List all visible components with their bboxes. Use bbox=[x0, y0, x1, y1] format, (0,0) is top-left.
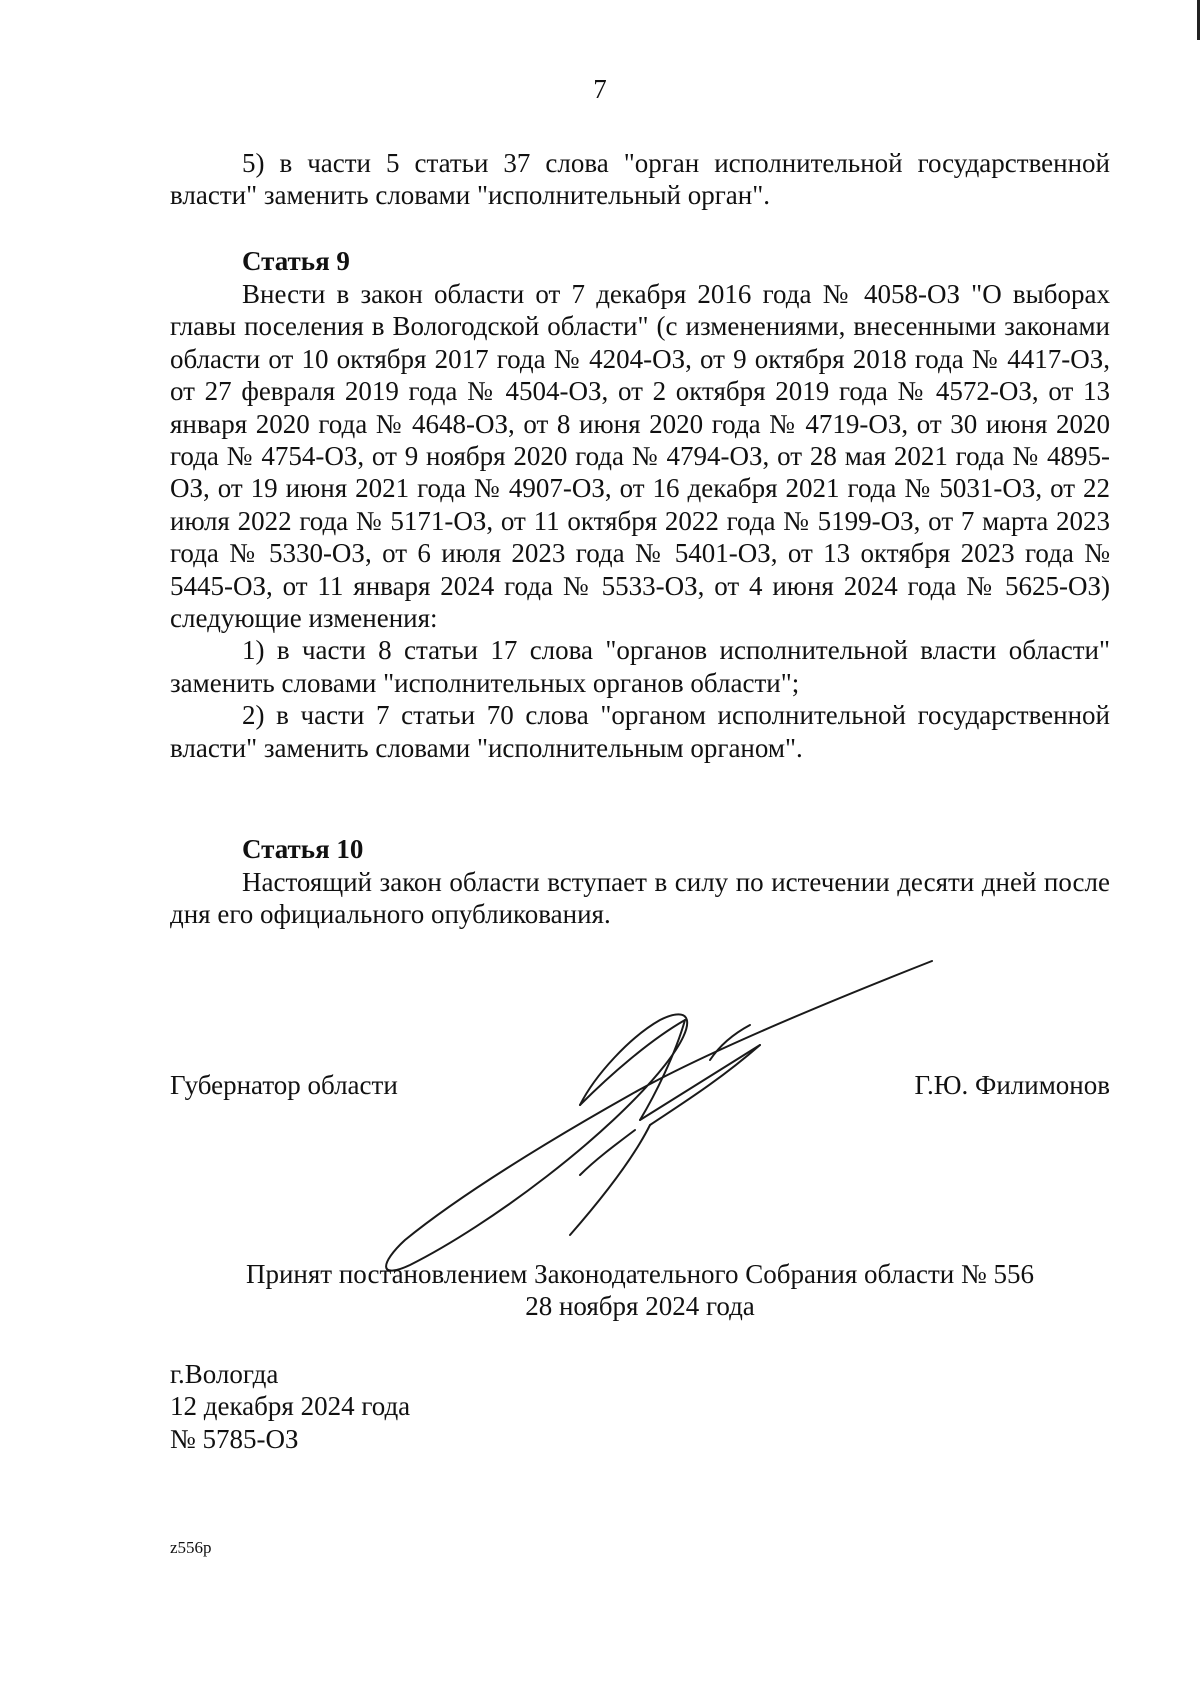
signatory-position: Губернатор области bbox=[170, 1070, 398, 1100]
document-code: z556р bbox=[170, 1538, 212, 1557]
article9-item-1: 1) в части 8 статьи 17 слова "органов исполнительной власти области" заменить словами "исполнительных органов области"; bbox=[170, 635, 1110, 698]
article9-body: Внести в закон области от 7 декабря 2016 года № 4058-ОЗ "О выборах главы поселения в Вологодской области" (с изменениями, внесенными законами области от 10 октября 2017 года № 4204-ОЗ, от 9 октября 2018 года № 4417-ОЗ, от 27 февраля 2019 года № 4504-ОЗ, от 2 октября 2019 года № 4572-ОЗ, от 13 января 2020 года № 4648-ОЗ, от 8 июня 2020 года № 4719-ОЗ, от 30 июня 2020 года № 4754-ОЗ, от 9 ноября 2020 года № 4794-ОЗ, от 28 мая 2021 года № 4895-ОЗ, от 19 июня 2021 года № 4907-ОЗ, от 16 декабря 2021 года № 5031-ОЗ, от 22 июля 2022 года № 5171-ОЗ, от 11 октября 2022 года № 5199-ОЗ, от 7 марта 2023 года № 5330-ОЗ, от 6 июля 2023 года № 5401-ОЗ, от 13 октября 2023 года № 5445-ОЗ, от 11 января 2024 года № 5533-ОЗ, от 4 июня 2024 года № 5625-ОЗ) следующие изменения: bbox=[170, 279, 1110, 634]
place-date-number bbox=[170, 1358, 410, 1455]
intro-item: 5) в части 5 статьи 37 слова "орган исполнительной государственной власти" заменить словами "исполнительный орган". bbox=[170, 148, 1110, 211]
handwritten-signature bbox=[380, 945, 940, 1275]
intro-item-block bbox=[170, 147, 1110, 212]
page-number: 7 bbox=[593, 74, 607, 104]
city: г.Вологда bbox=[170, 1359, 279, 1389]
signatory-name: Г.Ю. Филимонов bbox=[914, 1070, 1110, 1100]
adoption-line-1: Принят постановлением Законодательного Собрания области № 556 bbox=[245, 1259, 1035, 1289]
article10-heading: Статья 10 bbox=[242, 834, 364, 864]
adoption-note bbox=[170, 1258, 1110, 1323]
article9-block bbox=[170, 278, 1110, 764]
signing-date: 12 декабря 2024 года bbox=[170, 1391, 411, 1422]
article10-body: Настоящий закон области вступает в силу по истечении десяти дней после дня его официального опубликования. bbox=[170, 867, 1110, 930]
article9-item-2: 2) в части 7 статьи 70 слова "органом исполнительной государственной власти" заменить словами "исполнительным органом". bbox=[170, 700, 1110, 763]
article9-heading: Статья 9 bbox=[242, 246, 350, 276]
law-number: № 5785-ОЗ bbox=[170, 1423, 299, 1454]
article10-block bbox=[170, 866, 1110, 931]
adoption-line-2: 28 ноября 2024 года bbox=[525, 1291, 755, 1322]
